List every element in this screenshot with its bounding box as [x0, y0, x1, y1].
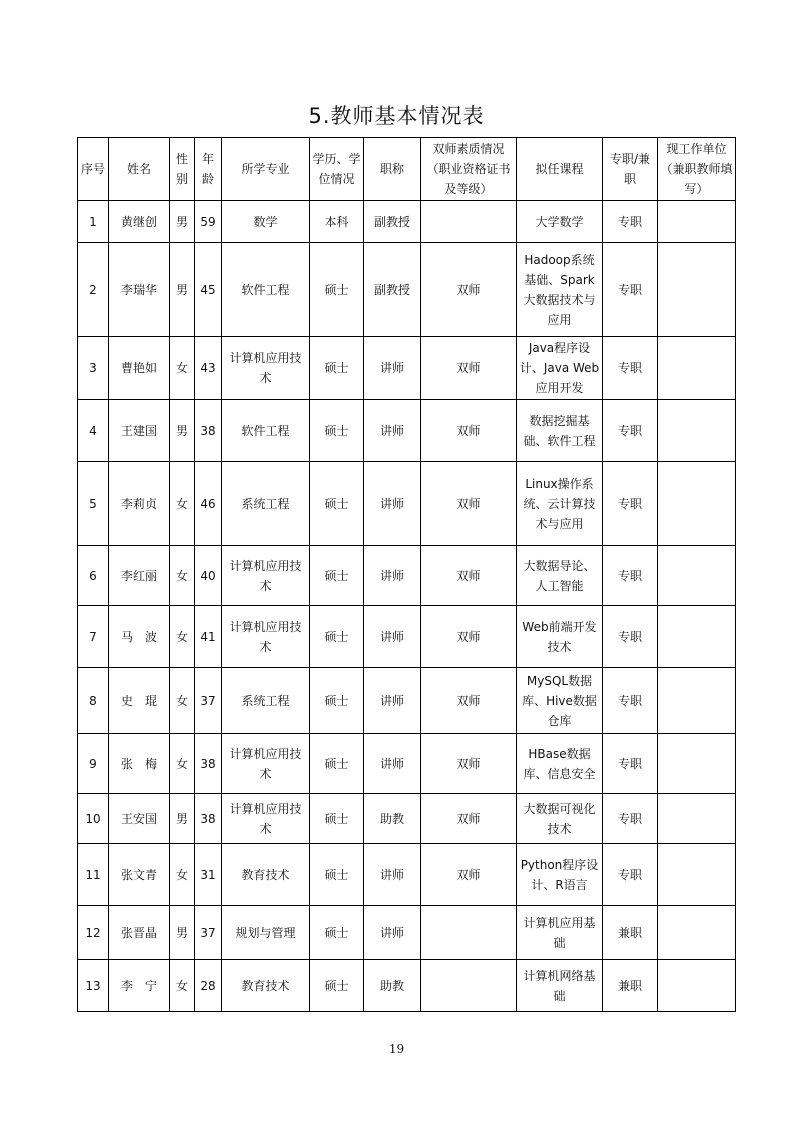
cell-age: 37	[195, 668, 222, 734]
cell-no: 3	[78, 337, 109, 400]
table-row	[78, 337, 736, 400]
cell-employer	[658, 960, 736, 1012]
cell-dual: 双师	[421, 844, 517, 906]
table-row	[78, 794, 736, 844]
cell-name: 李红丽	[109, 546, 170, 606]
header-name: 姓名	[109, 138, 170, 201]
cell-age: 31	[195, 844, 222, 906]
cell-age: 46	[195, 462, 222, 546]
cell-no: 2	[78, 243, 109, 337]
cell-gender: 女	[170, 462, 195, 546]
cell-type: 兼职	[603, 906, 658, 960]
cell-gender: 男	[170, 400, 195, 462]
cell-gender: 女	[170, 337, 195, 400]
cell-name: 李瑞华	[109, 243, 170, 337]
cell-course: Web前端开发技术	[517, 606, 603, 668]
cell-major: 软件工程	[222, 243, 310, 337]
cell-employer	[658, 906, 736, 960]
table-row	[78, 734, 736, 794]
cell-type: 专职	[603, 400, 658, 462]
cell-type: 专职	[603, 546, 658, 606]
cell-degree: 硕士	[310, 844, 364, 906]
cell-degree: 硕士	[310, 400, 364, 462]
cell-rank: 讲师	[364, 668, 421, 734]
cell-age: 37	[195, 906, 222, 960]
cell-gender: 男	[170, 906, 195, 960]
cell-degree: 硕士	[310, 906, 364, 960]
cell-major: 计算机应用技术	[222, 794, 310, 844]
cell-name: 张 梅	[109, 734, 170, 794]
cell-course: 大数据可视化技术	[517, 794, 603, 844]
cell-age: 38	[195, 400, 222, 462]
cell-name: 张文青	[109, 844, 170, 906]
cell-employer	[658, 462, 736, 546]
cell-degree: 硕士	[310, 668, 364, 734]
teacher-info-table	[77, 137, 736, 1012]
header-course: 拟任课程	[517, 138, 603, 201]
cell-course: Java程序设计、Java Web应用开发	[517, 337, 603, 400]
cell-dual: 双师	[421, 606, 517, 668]
cell-major: 计算机应用技术	[222, 546, 310, 606]
cell-no: 9	[78, 734, 109, 794]
cell-gender: 男	[170, 243, 195, 337]
cell-employer	[658, 546, 736, 606]
cell-gender: 女	[170, 606, 195, 668]
table-row	[78, 243, 736, 337]
cell-dual: 双师	[421, 400, 517, 462]
cell-gender: 男	[170, 201, 195, 243]
cell-rank: 助教	[364, 794, 421, 844]
header-degree: 学历、学位情况	[310, 138, 364, 201]
cell-no: 13	[78, 960, 109, 1012]
cell-course: 计算机应用基础	[517, 906, 603, 960]
cell-rank: 讲师	[364, 546, 421, 606]
cell-type: 专职	[603, 734, 658, 794]
cell-dual	[421, 201, 517, 243]
cell-major: 计算机应用技术	[222, 606, 310, 668]
cell-employer	[658, 337, 736, 400]
cell-name: 史 琨	[109, 668, 170, 734]
cell-employer	[658, 400, 736, 462]
cell-dual: 双师	[421, 668, 517, 734]
header-dual: 双师素质情况（职业资格证书及等级）	[421, 138, 517, 201]
cell-dual: 双师	[421, 337, 517, 400]
cell-type: 专职	[603, 462, 658, 546]
cell-degree: 硕士	[310, 606, 364, 668]
cell-dual: 双师	[421, 546, 517, 606]
cell-dual: 双师	[421, 794, 517, 844]
cell-rank: 助教	[364, 960, 421, 1012]
cell-no: 8	[78, 668, 109, 734]
cell-dual	[421, 960, 517, 1012]
cell-course: Hadoop系统基础、Spark大数据技术与应用	[517, 243, 603, 337]
cell-major: 计算机应用技术	[222, 337, 310, 400]
table-row	[78, 400, 736, 462]
cell-degree: 硕士	[310, 960, 364, 1012]
cell-no: 7	[78, 606, 109, 668]
cell-rank: 副教授	[364, 201, 421, 243]
cell-employer	[658, 794, 736, 844]
cell-gender: 男	[170, 794, 195, 844]
header-gender: 性别	[170, 138, 195, 201]
table-row	[78, 844, 736, 906]
cell-major: 数学	[222, 201, 310, 243]
cell-gender: 女	[170, 844, 195, 906]
cell-age: 45	[195, 243, 222, 337]
cell-name: 张晋晶	[109, 906, 170, 960]
page-title: 5.教师基本情况表	[308, 104, 485, 128]
cell-employer	[658, 734, 736, 794]
cell-major: 系统工程	[222, 462, 310, 546]
header-age: 年龄	[195, 138, 222, 201]
cell-rank: 讲师	[364, 606, 421, 668]
cell-degree: 硕士	[310, 337, 364, 400]
cell-employer	[658, 844, 736, 906]
cell-name: 曹艳如	[109, 337, 170, 400]
cell-course: 数据挖掘基础、软件工程	[517, 400, 603, 462]
cell-major: 教育技术	[222, 844, 310, 906]
cell-type: 专职	[603, 794, 658, 844]
cell-major: 教育技术	[222, 960, 310, 1012]
cell-dual: 双师	[421, 243, 517, 337]
cell-gender: 女	[170, 668, 195, 734]
cell-no: 1	[78, 201, 109, 243]
cell-no: 10	[78, 794, 109, 844]
cell-name: 马 波	[109, 606, 170, 668]
cell-degree: 硕士	[310, 794, 364, 844]
table-row	[78, 668, 736, 734]
cell-major: 规划与管理	[222, 906, 310, 960]
table-row	[78, 201, 736, 243]
cell-name: 李莉贞	[109, 462, 170, 546]
cell-employer	[658, 201, 736, 243]
cell-age: 28	[195, 960, 222, 1012]
cell-age: 38	[195, 794, 222, 844]
cell-rank: 讲师	[364, 337, 421, 400]
cell-name: 黄继创	[109, 201, 170, 243]
cell-rank: 讲师	[364, 400, 421, 462]
cell-name: 李 宁	[109, 960, 170, 1012]
cell-age: 59	[195, 201, 222, 243]
header-employer: 现工作单位（兼职教师填写）	[658, 138, 736, 201]
table-row	[78, 462, 736, 546]
cell-name: 王建国	[109, 400, 170, 462]
cell-dual: 双师	[421, 462, 517, 546]
cell-age: 41	[195, 606, 222, 668]
cell-no: 5	[78, 462, 109, 546]
table-row	[78, 906, 736, 960]
cell-type: 专职	[603, 606, 658, 668]
table-row	[78, 546, 736, 606]
cell-employer	[658, 243, 736, 337]
cell-rank: 讲师	[364, 462, 421, 546]
cell-course: 大学数学	[517, 201, 603, 243]
header-type: 专职/兼职	[603, 138, 658, 201]
cell-dual: 双师	[421, 734, 517, 794]
cell-employer	[658, 668, 736, 734]
cell-rank: 讲师	[364, 844, 421, 906]
cell-type: 专职	[603, 337, 658, 400]
header-major: 所学专业	[222, 138, 310, 201]
table-row	[78, 606, 736, 668]
cell-type: 专职	[603, 201, 658, 243]
cell-course: Python程序设计、R语言	[517, 844, 603, 906]
header-no: 序号	[78, 138, 109, 201]
cell-rank: 讲师	[364, 734, 421, 794]
cell-no: 4	[78, 400, 109, 462]
cell-dual	[421, 906, 517, 960]
cell-age: 43	[195, 337, 222, 400]
cell-major: 计算机应用技术	[222, 734, 310, 794]
cell-type: 专职	[603, 668, 658, 734]
cell-type: 兼职	[603, 960, 658, 1012]
cell-major: 系统工程	[222, 668, 310, 734]
cell-degree: 硕士	[310, 546, 364, 606]
cell-degree: 硕士	[310, 462, 364, 546]
cell-no: 11	[78, 844, 109, 906]
cell-major: 软件工程	[222, 400, 310, 462]
cell-name: 王安国	[109, 794, 170, 844]
cell-gender: 女	[170, 960, 195, 1012]
cell-rank: 讲师	[364, 906, 421, 960]
cell-course: Linux操作系统、云计算技术与应用	[517, 462, 603, 546]
header-rank: 职称	[364, 138, 421, 201]
cell-course: MySQL数据库、Hive数据仓库	[517, 668, 603, 734]
cell-age: 40	[195, 546, 222, 606]
cell-no: 12	[78, 906, 109, 960]
cell-degree: 硕士	[310, 243, 364, 337]
cell-employer	[658, 606, 736, 668]
cell-gender: 女	[170, 734, 195, 794]
cell-course: HBase数据库、信息安全	[517, 734, 603, 794]
cell-course: 计算机网络基础	[517, 960, 603, 1012]
cell-type: 专职	[603, 844, 658, 906]
cell-course: 大数据导论、人工智能	[517, 546, 603, 606]
table-header-row	[78, 138, 736, 201]
cell-type: 专职	[603, 243, 658, 337]
page-number: 19	[388, 1042, 405, 1056]
cell-degree: 本科	[310, 201, 364, 243]
table-row	[78, 960, 736, 1012]
cell-gender: 女	[170, 546, 195, 606]
cell-no: 6	[78, 546, 109, 606]
cell-age: 38	[195, 734, 222, 794]
cell-rank: 副教授	[364, 243, 421, 337]
cell-degree: 硕士	[310, 734, 364, 794]
